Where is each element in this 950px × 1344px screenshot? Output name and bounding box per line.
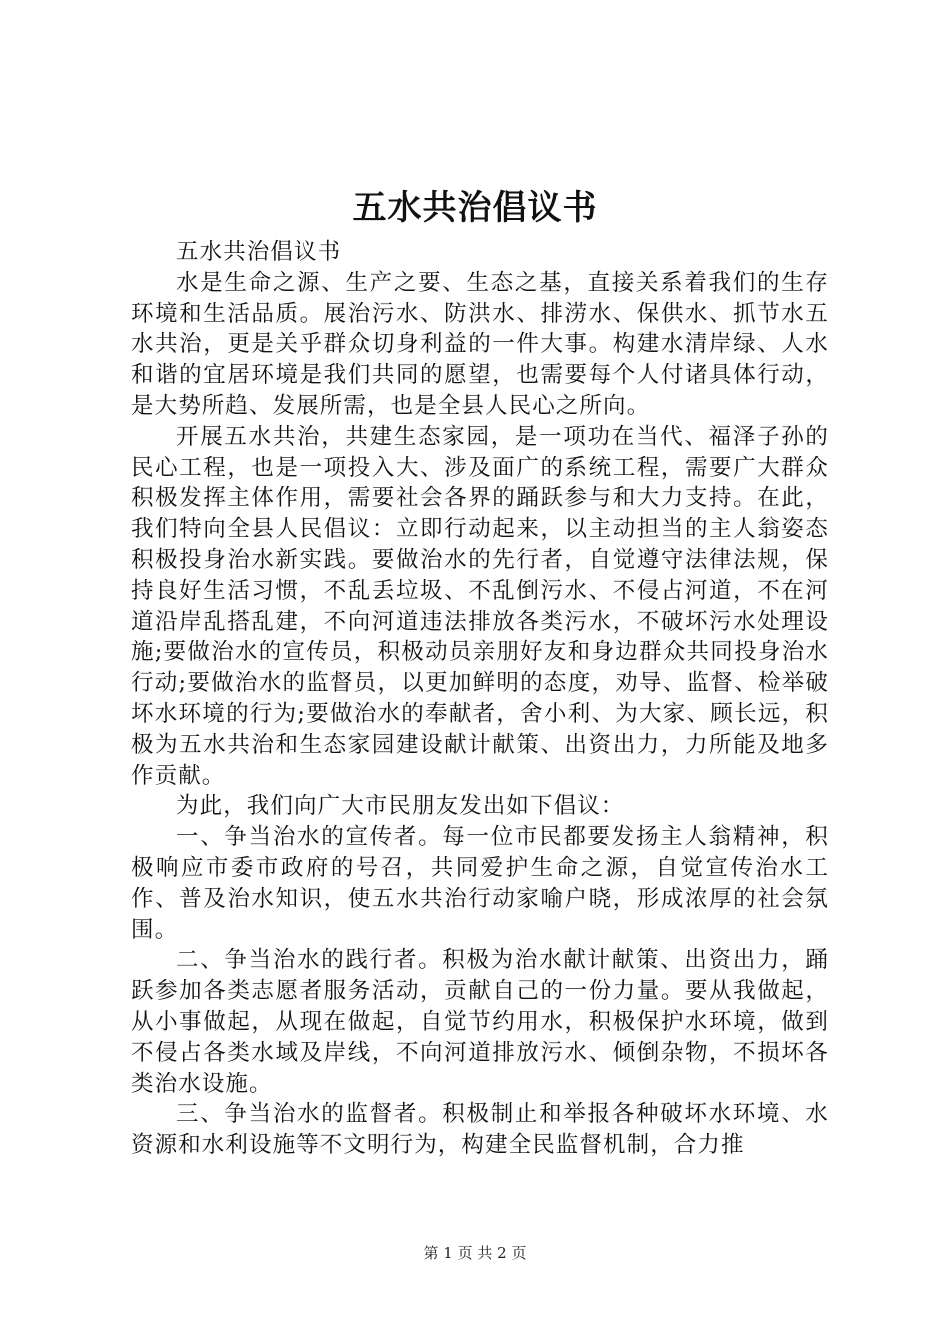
- paragraph-item-two: 二、争当治水的践行者。积极为治水献计献策、出资出力，踊跃参加各类志愿者服务活动，贡献自己的一份力量。要从我做起，从小事做起，从现在做起，自觉节约用水，积极保护水环境，做到不侵占各类水域及岸线，不向河道排放污水、倾倒杂物，不损坏各类治水设施。: [131, 947, 829, 1097]
- page-footer: 第 1 页 共 2 页: [423, 1244, 527, 1262]
- paragraph-item-three: 三、争当治水的监督者。积极制止和举报各种破坏水环境、水资源和水利设施等不文明行为，构建全民监督机制，合力推: [131, 1101, 829, 1159]
- paragraph-call: 为此，我们向广大市民朋友发出如下倡议：: [176, 793, 625, 820]
- paragraph-intro: 水是生命之源、生产之要、生态之基，直接关系着我们的生存环境和生活品质。展治污水、防洪水、排涝水、保供水、抓节水五水共治，更是关乎群众切身利益的一件大事。构建水清岸绿、人水和谐的宜居环境是我们共同的愿望，也需要每个人付诸具体行动，是大势所趋、发展所需，也是全县人民心之所向。: [131, 269, 829, 419]
- document-title: 五水共治倡议书: [352, 188, 598, 228]
- document-body: [131, 237, 829, 1161]
- paragraph-item-one: 一、争当治水的宣传者。每一位市民都要发扬主人翁精神，积极响应市委市政府的号召，共同爱护生命之源，自觉宣传治水工作、普及治水知识，使五水共治行动家喻户晓，形成浓厚的社会氛围。: [131, 824, 829, 943]
- paragraph-initiative: 开展五水共治，共建生态家园，是一项功在当代、福泽子孙的民心工程，也是一项投入大、涉及面广的系统工程，需要广大群众积极发挥主体作用，需要社会各界的踊跃参与和大力支持。在此，我们特向全县人民倡议：立即行动起来，以主动担当的主人翁姿态积极投身治水新实践。要做治水的先行者，自觉遵守法律法规，保持良好生活习惯，不乱丢垃圾、不乱倒污水、不侵占河道，不在河道沿岸乱搭乱建，不向河道违法排放各类污水，不破坏污水处理设施;要做治水的宣传员，积极动员亲朋好友和身边群众共同投身治水行动;要做治水的监督员，以更加鲜明的态度，劝导、监督、检举破坏水环境的行为;要做治水的奉献者，舍小利、为大家、顾长远，积极为五水共治和生态家园建设献计献策、出资出力，力所能及地多作贡献。: [131, 423, 829, 789]
- paragraph-subtitle: 五水共治倡议书: [176, 239, 342, 265]
